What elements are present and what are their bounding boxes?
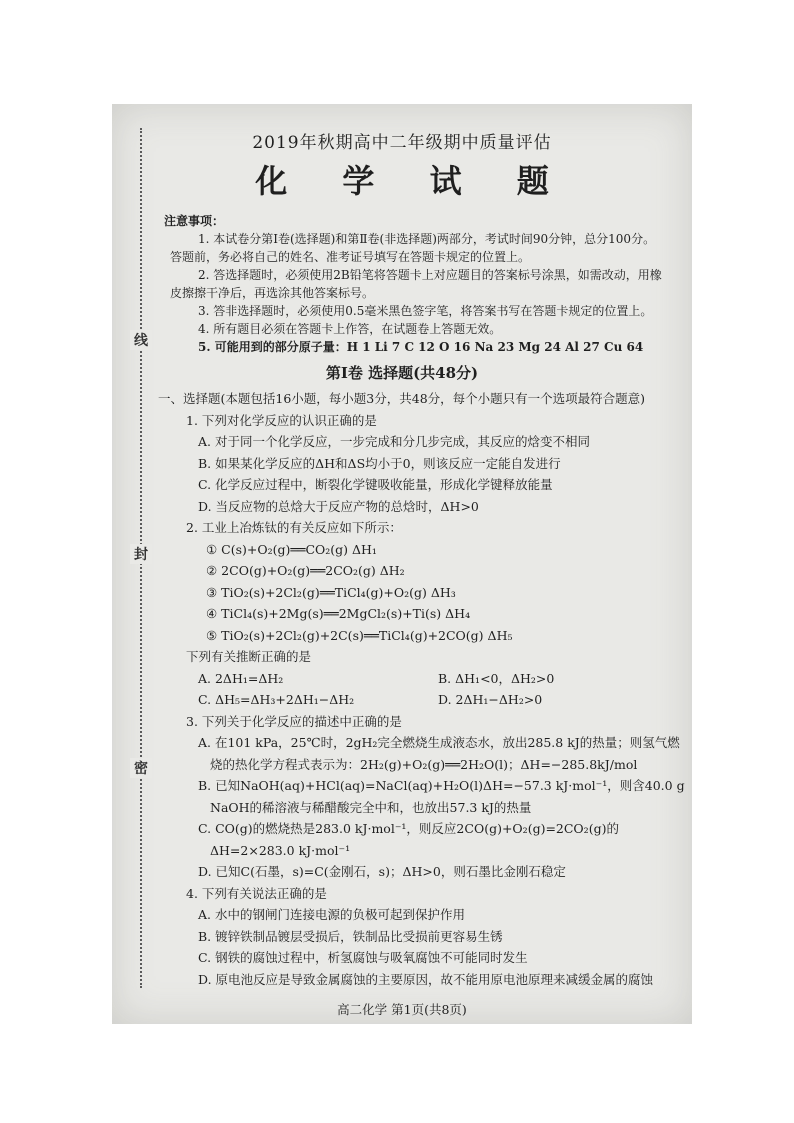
- q2-ask: 下列有关推断正确的是: [186, 649, 312, 664]
- exam-paper-sheet: [112, 104, 692, 1024]
- q2-equation-2: ② 2CO(g)+O₂(g)══2CO₂(g) ΔH₂: [206, 563, 405, 578]
- q1-option-c: C. 化学反应过程中，断裂化学键吸收能量，形成化学键释放能量: [198, 477, 553, 492]
- part1-title: 第Ⅰ卷 选择题(共48分): [325, 364, 479, 382]
- notes-line-5: 5. 可能用到的部分原子量：H 1 Li 7 C 12 O 16 Na 23 Mg 24 Al 27 Cu 64: [198, 340, 644, 354]
- q4-option-d: D. 原电池反应是导致金属腐蚀的主要原因，故不能用原电池原理来减缓金属的腐蚀: [198, 971, 654, 987]
- notes-line-3: 3. 答非选择题时，必须使用0.5毫米黑色签字笔，将答案书写在答题卡规定的位置上。: [198, 304, 653, 318]
- q2-options-row-2: [158, 689, 688, 711]
- q1-stem: 1. 下列对化学反应的认识正确的是: [186, 412, 377, 428]
- q2-equation-1: ① C(s)+O₂(g)══CO₂(g) ΔH₁: [206, 541, 377, 557]
- notes-line-1b: 答题前，务必将自己的姓名、准考证号填写在答题卡规定的位置上。: [170, 250, 531, 264]
- notes-heading: 注意事项：: [164, 214, 225, 228]
- binding-mark-seal: 封: [130, 544, 152, 564]
- notes-line-2: 2. 答选择题时，必须使用2B铅笔将答题卡上对应题目的答案标号涂黑，如需改动，用橡: [198, 268, 662, 282]
- q3-stem: 3. 下列关于化学反应的描述中正确的是: [186, 713, 402, 729]
- notes-line-4: 4. 所有题目必须在答题卡上作答，在试题卷上答题无效。: [198, 322, 502, 336]
- q2-option-c: C. ΔH₅=ΔH₃+2ΔH₁−ΔH₂: [198, 692, 355, 707]
- page-content: [112, 104, 692, 1024]
- q3-option-d: D. 已知C(石墨，s)=C(金刚石，s)；ΔH>0，则石墨比金刚石稳定: [198, 864, 566, 879]
- notes-line-1: 1. 本试卷分第Ⅰ卷(选择题)和第Ⅱ卷(非选择题)两部分，考试时间90分钟，总分100分。: [198, 232, 656, 246]
- q2-stem: 2. 工业上冶炼钛的有关反应如下所示：: [186, 520, 402, 535]
- q2-equation-4: ④ TiCl₄(s)+2Mg(s)══2MgCl₂(s)+Ti(s) ΔH₄: [206, 606, 471, 621]
- q2-equation-5: ⑤ TiO₂(s)+2Cl₂(g)+2C(s)══TiCl₄(g)+2CO(g) ΔH₅: [206, 627, 513, 643]
- q2-equation-3: ③ TiO₂(s)+2Cl₂(g)══TiCl₄(g)+O₂(g) ΔH₃: [206, 584, 456, 600]
- subject-title: 化 学 试 题: [255, 162, 571, 200]
- q3-option-a-line2: 烧的热化学方程式表示为：2H₂(g)+O₂(g)══2H₂O(l)；ΔH=−285.8kJ/mol: [210, 756, 638, 772]
- q4-option-a: A. 水中的钢闸门连接电源的负极可起到保护作用: [198, 907, 465, 922]
- notes-section: [164, 212, 690, 356]
- q2-option-d: D. 2ΔH₁−ΔH₂>0: [438, 692, 543, 707]
- q2-options-row-1: [158, 668, 688, 690]
- section-instruction: 一、选择题(本题包括16小题，每小题3分，共48分，每个小题只有一个选项最符合题意): [158, 391, 646, 406]
- notes-line-2b: 皮擦擦干净后，再选涂其他答案标号。: [170, 286, 375, 300]
- q3-option-b-line1: B. 已知NaOH(aq)+HCl(aq)=NaCl(aq)+H₂O(l)ΔH=−57.3 kJ·mol⁻¹，则含40.0 g: [198, 778, 685, 793]
- binding-mark-secret: 密: [130, 758, 152, 778]
- q4-option-c: C. 钢铁的腐蚀过程中，析氢腐蚀与吸氧腐蚀不可能同时发生: [198, 950, 528, 965]
- q3-option-c-line1: C. CO(g)的燃烧热是283.0 kJ·mol⁻¹，则反应2CO(g)+O₂(g)=2CO₂(g)的: [198, 821, 619, 836]
- binding-mark-line: 线: [130, 330, 152, 350]
- q1-option-d: D. 当反应物的总焓大于反应产物的总焓时，ΔH>0: [198, 498, 479, 514]
- q4-option-b: B. 镀锌铁制品镀层受损后，铁制品比受损前更容易生锈: [198, 928, 503, 944]
- q3-option-a-line1: A. 在101 kPa，25℃时，2gH₂完全燃烧生成液态水，放出285.8 kJ的热量；则氢气燃: [198, 735, 680, 750]
- q2-option-a: A. 2ΔH₁=ΔH₂: [198, 670, 284, 686]
- q3-option-c-line2: ΔH=2×283.0 kJ·mol⁻¹: [210, 842, 351, 858]
- exam-title: 2019年秋期高中二年级期中质量评估: [252, 133, 552, 153]
- page-footer: 高二化学 第1页(共8页): [337, 1002, 467, 1017]
- questions: [158, 388, 688, 990]
- q2-option-b: B. ΔH₁<0，ΔH₂>0: [438, 670, 555, 686]
- q1-option-b: B. 如果某化学反应的ΔH和ΔS均小于0，则该反应一定能自发进行: [198, 455, 561, 471]
- q3-option-b-line2: NaOH的稀溶液与稀醋酸完全中和，也放出57.3 kJ的热量: [210, 799, 532, 815]
- q4-stem: 4. 下列有关说法正确的是: [186, 885, 327, 901]
- q1-option-a: A. 对于同一个化学反应，一步完成和分几步完成，其反应的焓变不相同: [198, 434, 590, 449]
